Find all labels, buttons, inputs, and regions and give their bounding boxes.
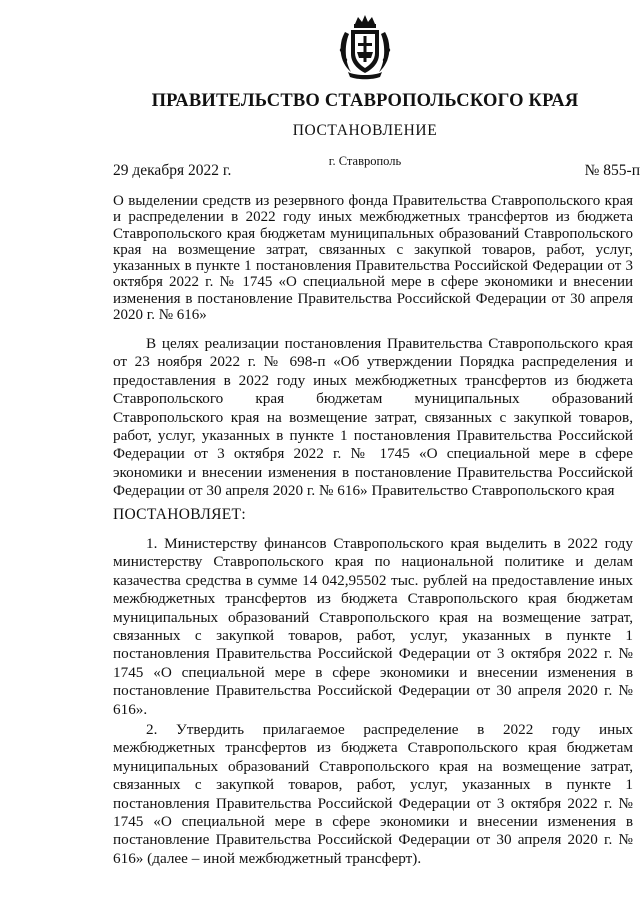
stavropol-coat-of-arms-icon (336, 14, 394, 80)
document-date: 29 декабря 2022 г. (113, 162, 232, 179)
clause-2: 2. Утвердить прилагаемое распределение в 2022 году иных межбюджетных трансфертов из бюджета Ставропольского края бюджетам муниципальных образований Ставропольского края на возмещение затрат, связанных с закупкой товаров, работ, услуг, указанных в пункте 1 постановления Правительства Российской Федерации от 3 октября 2022 г. № 1745 «О специальной мере в сфере экономики и внесении изменения в постановление Правительства Российской Федерации от 30 апреля 2020 г. № 616» (далее – иной межбюджетный трансферт). (113, 721, 633, 867)
document-type: ПОСТАНОВЛЕНИЕ (292, 122, 438, 139)
clause-1: 1. Министерству финансов Ставропольского края выделить в 2022 году министерству Ставропольского края по национальной политике и делам казачества средства в сумме 14 042,95502 тыс. рублей на предоставление иных межбюджетных трансфертов из бюджета Ставропольского края бюджетам муниципальных образований Ставропольского края на возмещение затрат, связанных с закупкой товаров, работ, услуг, указанных в пункте 1 постановления Правительства Российской Федерации от 3 октября 2022 г. № 1745 «О специальной мере в сфере экономики и внесении изменения в постановление Правительства Российской Федерации от 30 апреля 2020 г. № 616». (113, 535, 633, 718)
document-number: № 855-п (584, 162, 640, 179)
resolve-heading: ПОСТАНОВЛЯЕТ: (113, 506, 246, 523)
document-subject: О выделении средств из резервного фонда Правительства Ставропольского края и распределении в 2022 году иных межбюджетных трансфертов из бюджета Ставропольского края бюджетам муниципальных образований Ставропольского края на возмещение затрат, связанных с закупкой товаров, работ, услуг, указанных в пункте 1 постановления Правительства Российской Федерации от 3 октября 2022 г. № 1745 «О специальной мере в сфере экономики и внесении изменения в постановление Правительства Российской Федерации от 30 апреля 2020 г. № 616» (113, 193, 633, 324)
government-title: ПРАВИТЕЛЬСТВО СТАВРОПОЛЬСКОГО КРАЯ (151, 91, 579, 111)
preamble-paragraph: В целях реализации постановления Правительства Ставропольского края от 23 ноября 2022 г. № 698-п «Об утверждении Порядка распределения и предоставления в 2022 году иных межбюджетных трансфертов из бюджета Ставропольского края бюджетам муниципальных образований Ставропольского края на возмещение затрат, связанных с закупкой товаров, работ, услуг, указанных в пункте 1 постановления Правительства Российской Федерации от 3 октября 2022 г. № 1745 «О специальной мере в сфере экономики и внесении изменения в постановление Правительства Российской Федерации от 30 апреля 2020 г. № 616» Правительство Ставропольского края (113, 335, 633, 500)
document-city: г. Ставрополь (328, 154, 402, 168)
